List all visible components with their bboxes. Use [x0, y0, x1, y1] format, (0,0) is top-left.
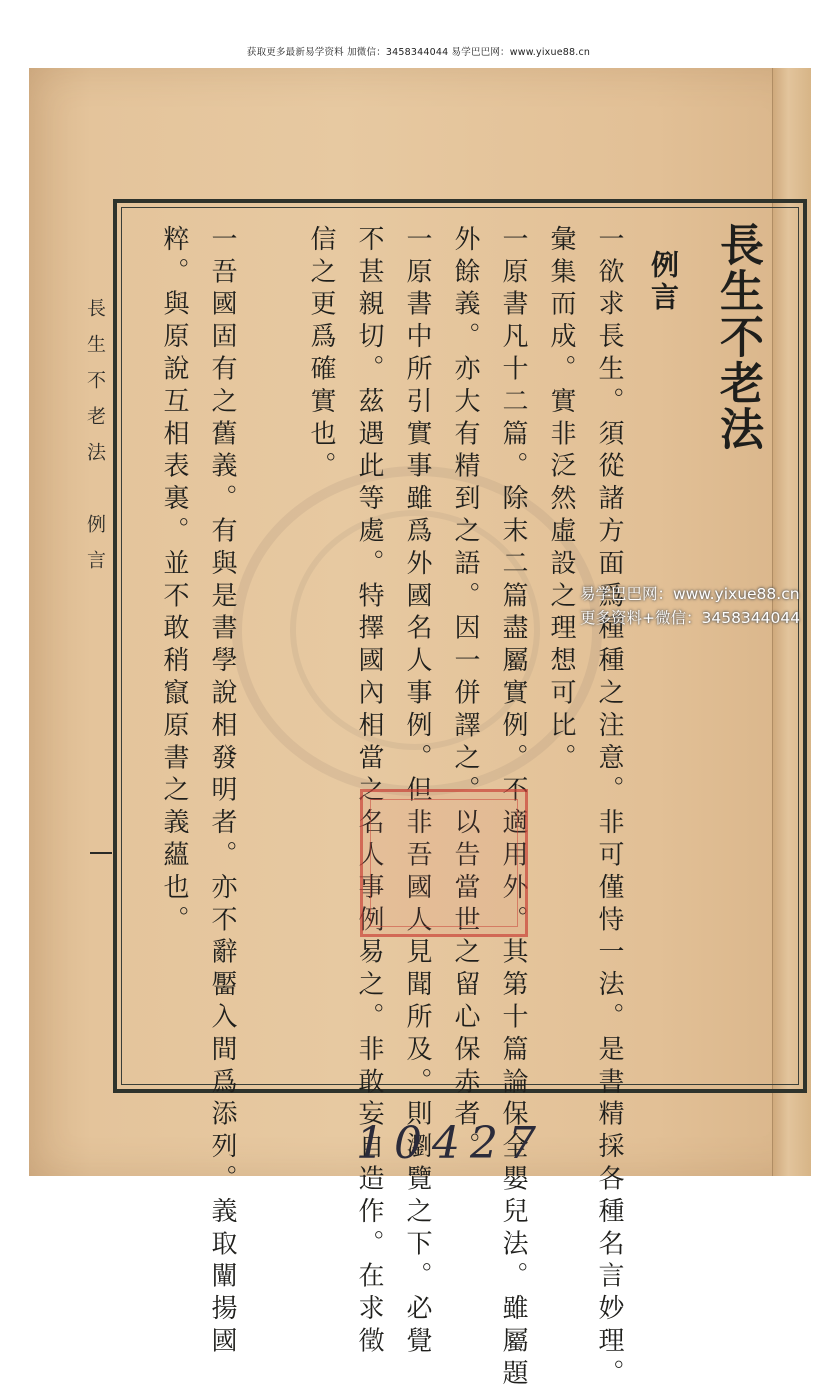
body-column-1: 一欲求長生。須從諸方面爲種種之注意。非可僅恃一法。是書精採各種名言妙理。 — [594, 225, 624, 1391]
body-column-7: 信之更爲確實也。 — [306, 225, 336, 485]
body-column-9: 粹。與原說互相表裏。並不敢稍竄原書之義蘊也。 — [159, 225, 189, 938]
body-column-4: 外餘義。亦大有精到之語。因一併譯之。以告當世之留心保赤者。 — [450, 225, 480, 1165]
body-column-8: 一吾國固有之舊義。有與是書學說相發明者。亦不辭靨入間爲添列。義取闡揚國 — [207, 225, 237, 1359]
section-heading: 例言 — [647, 250, 680, 314]
body-column-5: 一原書中所引實事雖爲外國名人事例。但非吾國人見聞所及。則瀏覽之下。必覺 — [402, 225, 432, 1359]
page-number — [90, 852, 112, 854]
handwritten-accession-number: 10427 — [356, 1118, 546, 1169]
top-banner: 获取更多最新易学资料 加微信：3458344044 易学巴巴网：www.yixue88.cn — [246, 47, 591, 58]
body-column-6: 不甚親切。茲遇此等處。特擇國內相當之名人事例易之。非敢妄自造作。在求徵 — [354, 225, 384, 1359]
red-collector-seal-inner — [370, 799, 518, 927]
body-column-2: 彙集而成。實非泛然虛設之理想可比。 — [546, 225, 576, 776]
book-title: 長生不老法 — [712, 222, 763, 452]
watermark-contact: 更多资料+微信：3458344044 — [580, 609, 801, 627]
body-column-3: 一原書凡十二篇。除末二篇盡屬實例。不適用外。其第十篇論保全嬰兒法。雖屬題 — [498, 225, 528, 1391]
watermark-site: 易学巴巴网：www.yixue88.cn — [580, 585, 800, 603]
margin-running-title: 長生不老法 例言 — [84, 298, 106, 586]
